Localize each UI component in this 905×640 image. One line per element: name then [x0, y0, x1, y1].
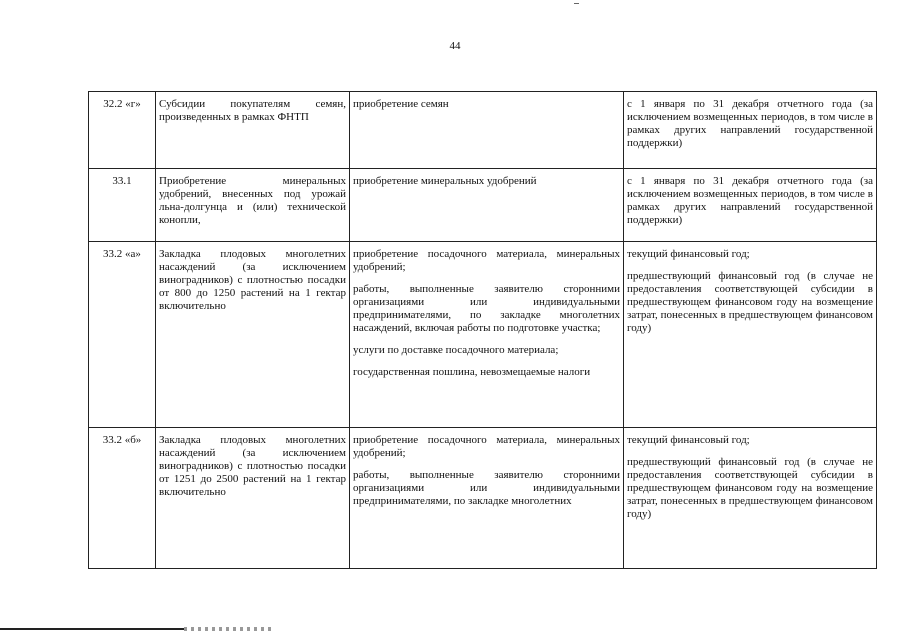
expense-cell	[350, 169, 624, 242]
period-item: текущий финансовый год;	[627, 434, 750, 446]
expense-item: приобретение посадочного материала, минеральных удобрений;	[353, 434, 620, 459]
scan-artifact	[184, 627, 274, 631]
table-row	[89, 92, 877, 169]
expense-item: приобретение посадочного материала, минеральных удобрений;	[353, 248, 620, 273]
subsidy-name: Закладка плодовых многолетних насаждений (за исключением виноградников) с плотностью посадки от 800 до 1250 растений на 1 гектар включительно	[156, 242, 350, 428]
row-number: 33.2 «б»	[89, 428, 156, 569]
period-cell	[624, 169, 877, 242]
period-item: текущий финансовый год;	[627, 248, 750, 260]
table-row	[89, 242, 877, 428]
page-number: 44	[449, 40, 461, 52]
expense-item: приобретение семян	[353, 98, 449, 110]
scan-mark	[574, 3, 579, 4]
period-cell	[624, 428, 877, 569]
subsidy-name: Приобретение минеральных удобрений, внесенных под урожай льна-долгунца и (или) технической конопли,	[156, 169, 350, 242]
period-item: предшествующий финансовый год (в случае не предоставления соответствующей субсидии в предшествующем финансовом году на возмещение затрат, понесенных в предшествующем финансовом году)	[627, 456, 873, 520]
period-cell	[624, 242, 877, 428]
table-row	[89, 169, 877, 242]
expense-item: приобретение минеральных удобрений	[353, 175, 537, 187]
expense-cell	[350, 242, 624, 428]
subsidy-table	[88, 91, 877, 569]
row-number: 32.2 «г»	[89, 92, 156, 169]
row-number: 33.2 «а»	[89, 242, 156, 428]
table-row	[89, 428, 877, 569]
period-item: предшествующий финансовый год (в случае не предоставления соответствующей субсидии в предшествующем финансовом году на возмещение затрат, понесенных в предшествующем финансовом году)	[627, 270, 873, 334]
expense-item: государственная пошлина, невозмещаемые налоги	[353, 366, 591, 378]
expense-cell	[350, 428, 624, 569]
expense-item: работы, выполненные заявителю сторонними организациями или индивидуальными предпринимателями, по закладке многолетних насаждений, включая работы по подготовке участка;	[353, 283, 620, 334]
expense-cell	[350, 92, 624, 169]
subsidy-name: Закладка плодовых многолетних насаждений (за исключением виноградников) с плотностью посадки от 1251 до 2500 растений на 1 гектар включительно	[156, 428, 350, 569]
subsidy-name: Субсидии покупателям семян, произведенных в рамках ФНТП	[156, 92, 350, 169]
footnote-rule	[0, 628, 184, 630]
row-number: 33.1	[89, 169, 156, 242]
period-cell	[624, 92, 877, 169]
expense-item: работы, выполненные заявителю сторонними организациями или индивидуальными предпринимателями, по закладке многолетних	[353, 469, 620, 507]
expense-item: услуги по доставке посадочного материала;	[353, 344, 559, 356]
period-item: с 1 января по 31 декабря отчетного года (за исключением возмещенных периодов, в том числе в рамках других направлений государственной поддержки)	[627, 175, 873, 226]
period-item: с 1 января по 31 декабря отчетного года (за исключением возмещенных периодов, в том числе в рамках других направлений государственной поддержки)	[627, 98, 873, 149]
